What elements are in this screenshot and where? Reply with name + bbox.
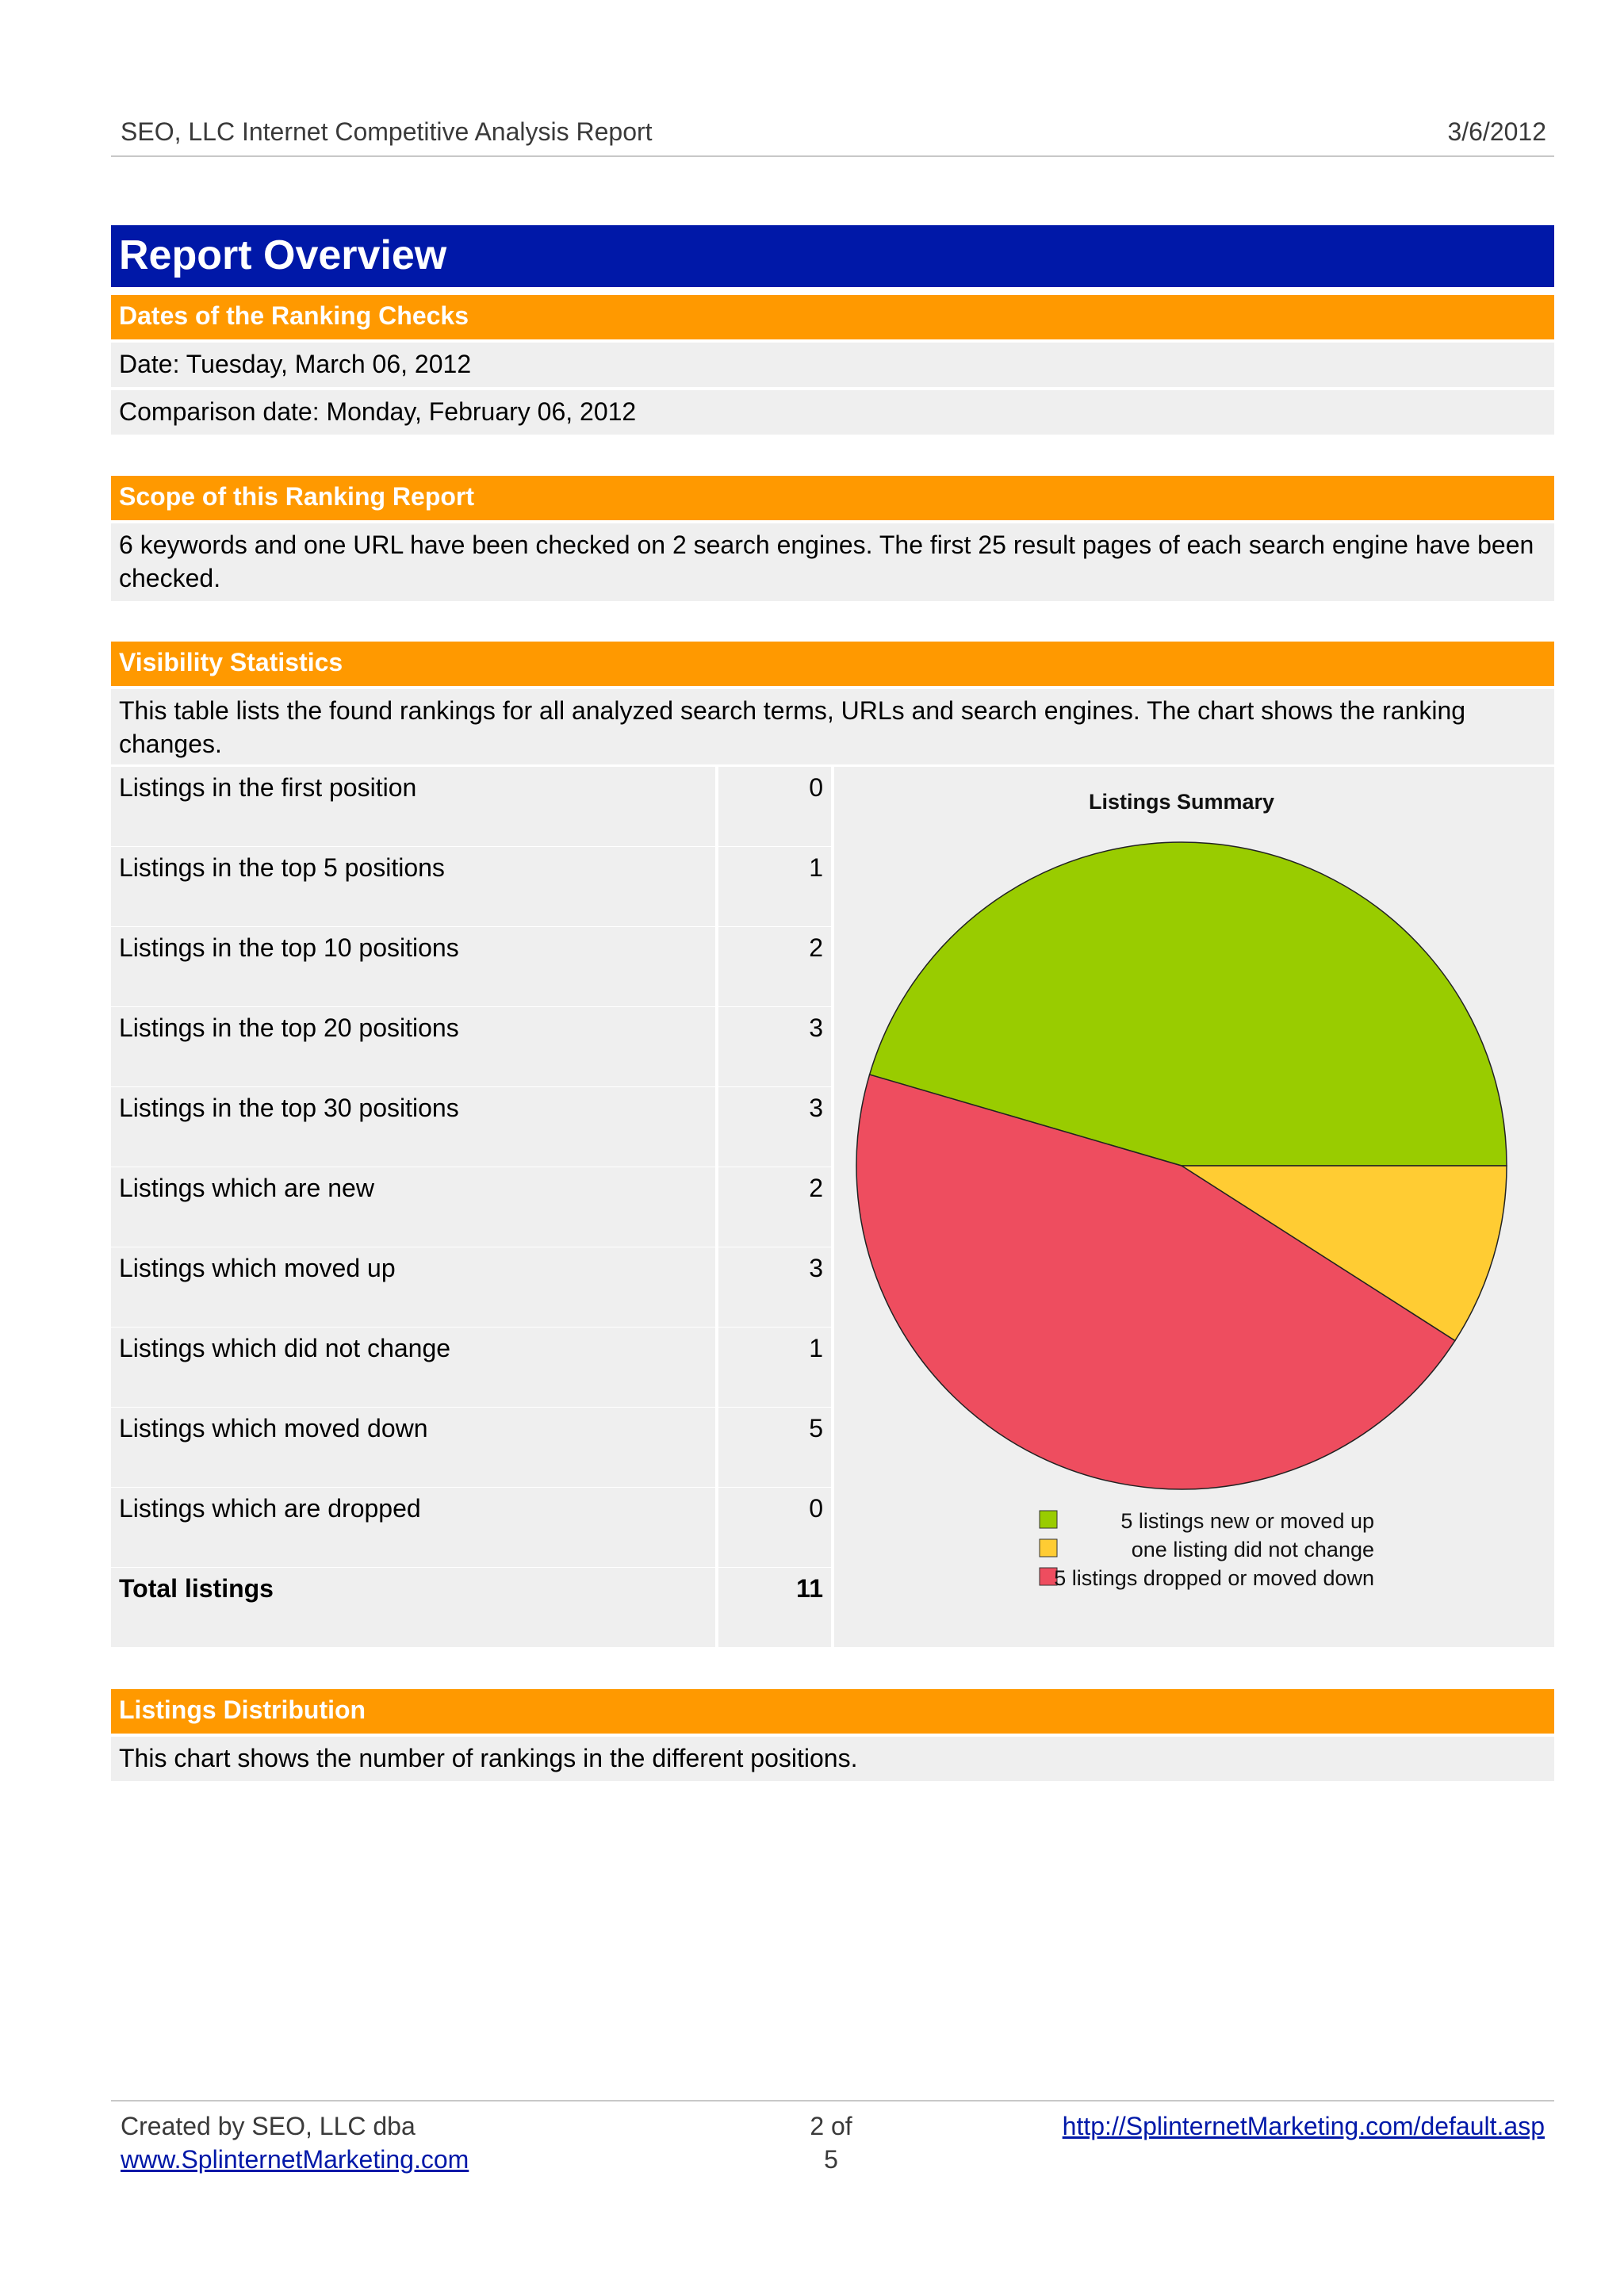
page-number-line1: 2 of — [810, 2112, 852, 2140]
stat-value: 3 — [718, 1007, 831, 1086]
page-header — [111, 111, 1554, 157]
footer-url-link[interactable]: http://SplinternetMarketing.com/default.asp — [1062, 2112, 1545, 2140]
listings-summary-chart — [834, 767, 1554, 1647]
stat-value: 0 — [718, 1488, 831, 1567]
page-number — [799, 2109, 863, 2176]
page-footer — [111, 2100, 1554, 2197]
pie-chart — [834, 767, 1554, 1647]
visibility-table — [111, 767, 1554, 1647]
distribution-heading: Listings Distribution — [111, 1689, 1554, 1734]
dates-heading: Dates of the Ranking Checks — [111, 295, 1554, 339]
footer-site-link[interactable]: www.SplinternetMarketing.com — [121, 2145, 469, 2174]
scope-text: 6 keywords and one URL have been checked on 2 search engines. The first 25 result pages of each search engine have been checked. — [111, 523, 1554, 601]
stat-label: Listings in the top 10 positions — [111, 927, 715, 1006]
legend-label: 5 listings dropped or moved down — [1054, 1566, 1374, 1590]
stat-value: 3 — [718, 1247, 831, 1327]
distribution-text: This chart shows the number of rankings in the different positions. — [111, 1737, 1554, 1781]
stat-value: 1 — [718, 847, 831, 926]
report-title: SEO, LLC Internet Competitive Analysis Report — [121, 117, 653, 146]
visibility-heading: Visibility Statistics — [111, 642, 1554, 686]
footer-created: Created by SEO, LLC dba — [121, 2112, 416, 2140]
comparison-date-row: Comparison date: Monday, February 06, 2012 — [111, 390, 1554, 435]
stat-value: 2 — [718, 927, 831, 1006]
total-value: 11 — [718, 1568, 831, 1647]
stat-value: 1 — [718, 1328, 831, 1407]
report-date: 3/6/2012 — [1447, 117, 1546, 146]
stat-label: Listings which moved down — [111, 1408, 715, 1487]
stat-value: 5 — [718, 1408, 831, 1487]
stat-label: Listings in the top 20 positions — [111, 1007, 715, 1086]
stat-label: Listings which moved up — [111, 1247, 715, 1327]
stat-label: Listings which did not change — [111, 1328, 715, 1407]
total-label: Total listings — [111, 1568, 715, 1647]
legend-label: one listing did not change — [1131, 1538, 1374, 1561]
stat-value: 3 — [718, 1087, 831, 1167]
chart-title: Listings Summary — [1088, 790, 1275, 814]
legend-label: 5 listings new or moved up — [1120, 1509, 1374, 1533]
scope-heading: Scope of this Ranking Report — [111, 476, 1554, 520]
date-row: Date: Tuesday, March 06, 2012 — [111, 343, 1554, 387]
page-number-line2: 5 — [824, 2145, 838, 2174]
legend-swatch — [1040, 1511, 1057, 1528]
stat-label: Listings in the first position — [111, 767, 715, 846]
visibility-text: This table lists the found rankings for all analyzed search terms, URLs and search engines. The chart shows the ranking changes. — [111, 689, 1554, 764]
stat-label: Listings in the top 5 positions — [111, 847, 715, 926]
stat-label: Listings which are new — [111, 1167, 715, 1247]
page-title: Report Overview — [111, 225, 1554, 287]
stat-label: Listings which are dropped — [111, 1488, 715, 1567]
stat-value: 0 — [718, 767, 831, 846]
stat-value: 2 — [718, 1167, 831, 1247]
legend-swatch — [1040, 1539, 1057, 1557]
stat-label: Listings in the top 30 positions — [111, 1087, 715, 1167]
